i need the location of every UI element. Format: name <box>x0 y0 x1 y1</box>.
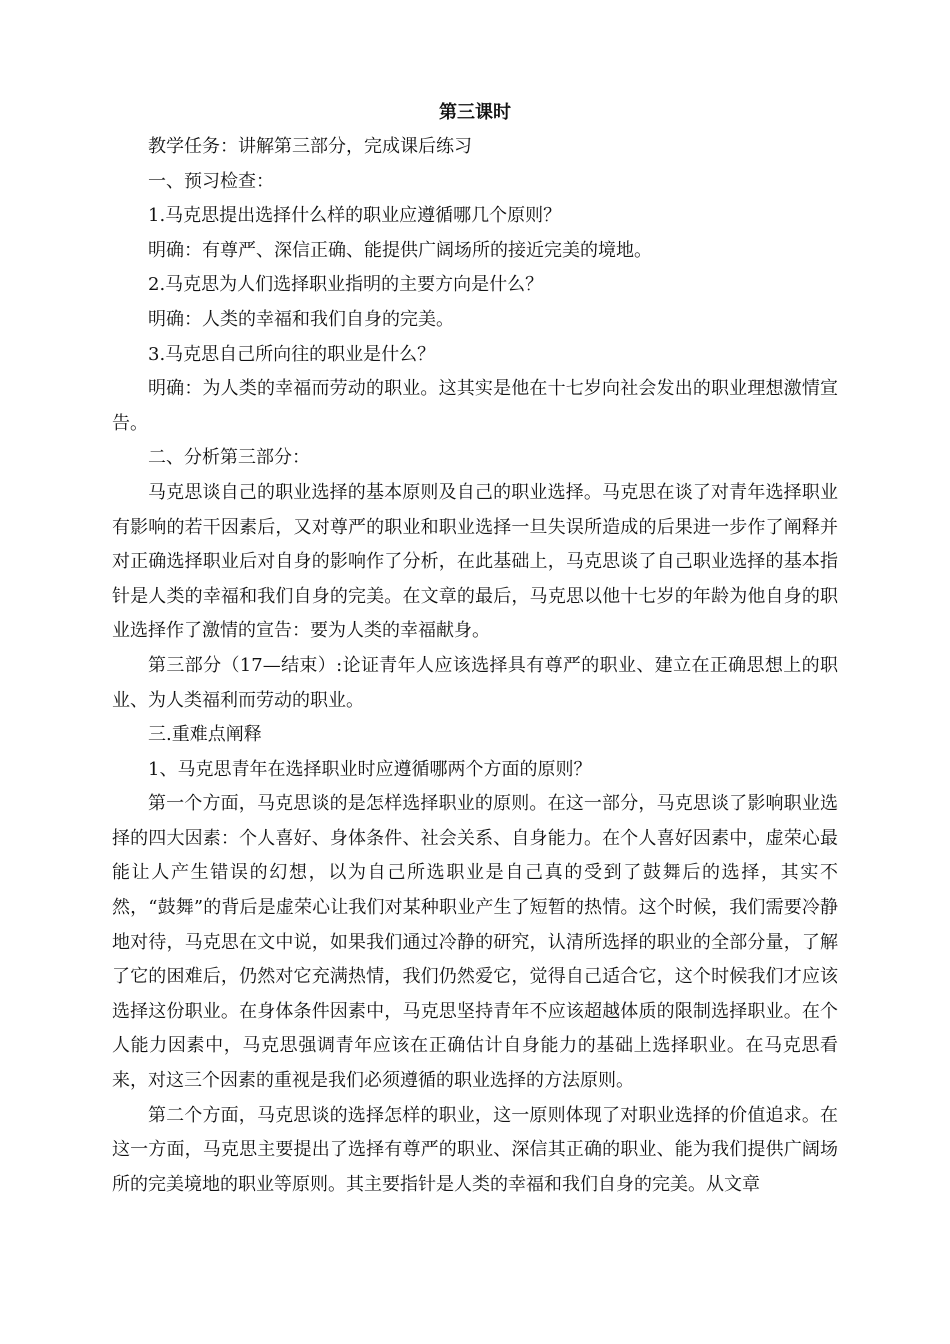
paragraph-question-1: 1.马克思提出选择什么样的职业应遵循哪几个原则？ <box>148 205 562 227</box>
paragraph-section-2-heading: 二、分析第三部分： <box>148 447 310 469</box>
document-page <box>112 96 838 1202</box>
paragraph-answer-2: 明确：人类的幸福和我们自身的完美。 <box>148 308 454 330</box>
paragraph-second-aspect: 第二个方面，马克思谈的选择怎样的职业，这一原则体现了对职业选择的价值追求。在这一方面，马克思主要提出了选择有尊严的职业、深信其正确的职业、能为我们提供广阔场所的完美境地的职业等原则。其主要指针是人类的幸福和我们自身的完美。从文章 <box>112 1104 838 1195</box>
paragraph-task: 教学任务：讲解第三部分，完成课后练习 <box>148 136 472 157</box>
paragraph-part-three: 第三部分（17—结束）:论证青年人应该选择具有尊严的职业、建立在正确思想上的职业、为人类福利而劳动的职业。 <box>112 654 838 711</box>
paragraph-question-3: 3.马克思自己所向往的职业是什么？ <box>148 343 436 365</box>
paragraph-first-aspect: 第一个方面，马克思谈的是怎样选择职业的原则。在这一部分，马克思谈了影响职业选择的四大因素：个人喜好、身体条件、社会关系、自身能力。在个人喜好因素中，虚荣心最能让人产生错误的幻想，以为自己所选职业是自己真的受到了鼓舞后的选择，其实不然，“鼓舞”的背后是虚荣心让我们对某种职业产生了短暂的热情。这个时候，我们需要冷静地对待，马克思在文中说，如果我们通过冷静的研究，认清所选择的职业的全部分量，了解了它的困难后，仍然对它充满热情，我们仍然爱它，觉得自己适合它，这个时候我们才应该选择这份职业。在身体条件因素中，马克思坚持青年不应该超越体质的限制选择职业。在个人能力因素中，马克思强调青年应该在正确估计自身能力的基础上选择职业。在马克思看来，对这三个因素的重视是我们必须遵循的职业选择的方法原则。 <box>112 793 838 1092</box>
paragraph-key-question: 1、马克思青年在选择职业时应遵循哪两个方面的原则？ <box>148 758 592 780</box>
paragraph-section-3-heading: 三.重难点阐释 <box>148 724 262 746</box>
paragraph-answer-1: 明确：有尊严、深信正确、能提供广阔场所的接近完美的境地。 <box>148 239 652 261</box>
paragraph-analysis: 马克思谈自己的职业选择的基本原则及自己的职业选择。马克思在谈了对青年选择职业有影响的若干因素后，又对尊严的职业和职业选择一旦失误所造成的后果进一步作了阐释并对正确选择职业后对自身的影响作了分析，在此基础上，马克思谈了自己职业选择的基本指针是人类的幸福和我们自身的完美。在文章的最后，马克思以他十七岁的年龄为他自身的职业选择作了激情的宣告：要为人类的幸福献身。 <box>112 481 838 642</box>
paragraph-answer-3: 明确：为人类的幸福而劳动的职业。这其实是他在十七岁向社会发出的职业理想激情宣告。 <box>112 378 838 434</box>
document-title: 第三课时 <box>439 102 511 123</box>
paragraph-section-1-heading: 一、预习检查： <box>148 170 274 192</box>
paragraph-question-2: 2.马克思为人们选择职业指明的主要方向是什么？ <box>148 274 544 296</box>
